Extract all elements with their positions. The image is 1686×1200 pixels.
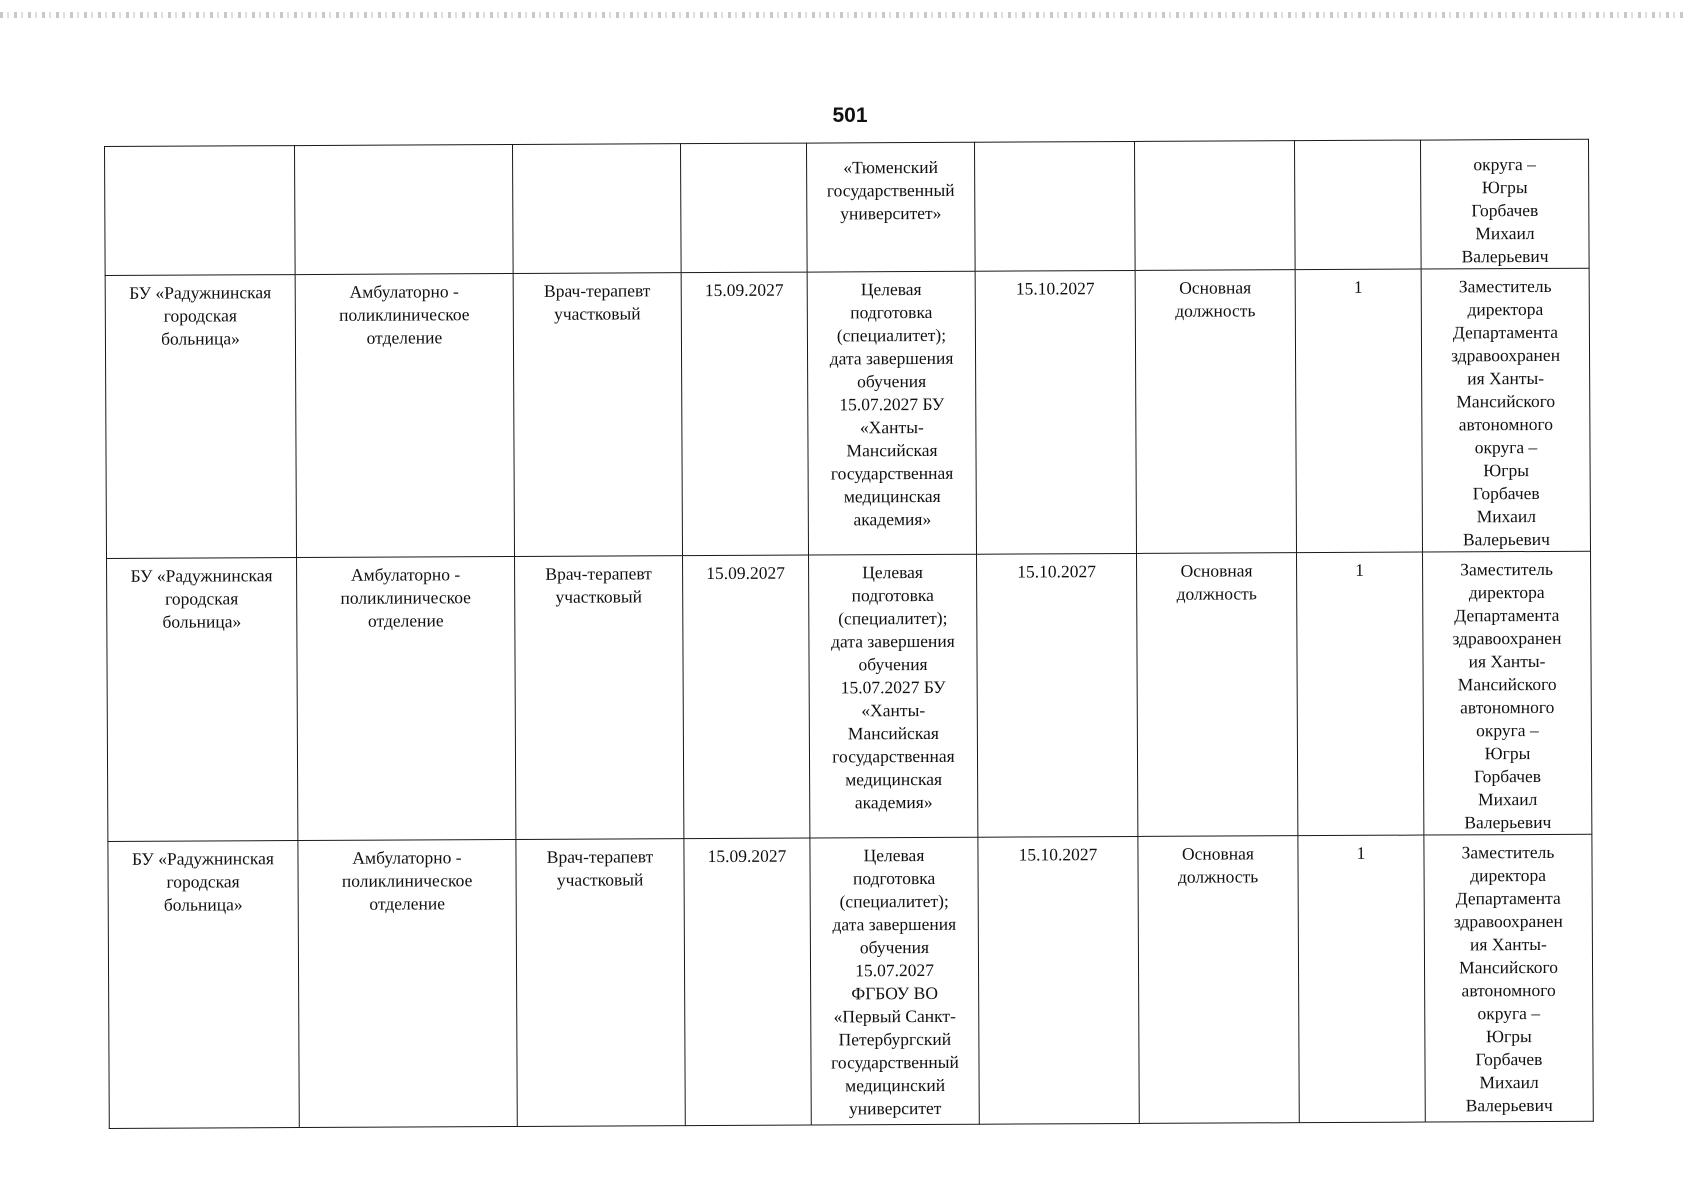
vacancy-table bbox=[104, 139, 1594, 1129]
cell-training: Целевая подготовка (специалитет); дата завершения обучения 15.07.2027 БУ «Ханты- Мансийская государственная медицинская академия» bbox=[809, 554, 978, 838]
cell-job-type: Основная должность bbox=[1137, 553, 1298, 837]
cell-responsible: Заместитель директора Департамента здравоохранен ия Ханты- Мансийского автономного округа – Югры Горбачев Михаил Валерьевич bbox=[1423, 551, 1592, 835]
cell-training: «Тюменский государственный университет» bbox=[806, 142, 975, 272]
cell-institution: БУ «Радужнинская городская больница» bbox=[107, 558, 298, 842]
cell-position: Врач-терапевт участковый bbox=[513, 273, 682, 557]
cell-training: Целевая подготовка (специалитет); дата завершения обучения 15.07.2027 БУ «Ханты- Мансийская государственная медицинская академия» bbox=[807, 271, 976, 555]
cell-start-date bbox=[974, 141, 1135, 271]
cell-institution bbox=[105, 146, 296, 276]
cell-start-date: 15.10.2027 bbox=[978, 836, 1139, 1124]
scan-edge-artifact bbox=[0, 12, 1686, 18]
cell-start-date: 15.10.2027 bbox=[977, 553, 1138, 837]
cell-position: Врач-терапевт участковый bbox=[516, 839, 685, 1127]
cell-training: Целевая подготовка (специалитет); дата завершения обучения 15.07.2027 ФГБОУ ВО «Первый Санкт- Петербургский государственный медицинский университет bbox=[810, 837, 979, 1125]
cell-count bbox=[1294, 140, 1421, 270]
cell-count: 1 bbox=[1298, 835, 1425, 1123]
cell-responsible: округа – Югры Горбачев Михаил Валерьевич bbox=[1420, 139, 1589, 269]
cell-institution: БУ «Радужнинская городская больница» bbox=[108, 841, 299, 1129]
cell-department: Амбулаторно - поликлиническое отделение bbox=[298, 839, 517, 1127]
cell-job-type: Основная должность bbox=[1138, 836, 1299, 1124]
cell-vacancy-date: 15.09.2027 bbox=[683, 555, 810, 839]
table-row bbox=[105, 139, 1590, 275]
cell-job-type: Основная должность bbox=[1135, 270, 1296, 554]
cell-job-type bbox=[1134, 141, 1295, 271]
cell-responsible: Заместитель директора Департамента здравоохранен ия Ханты- Мансийского автономного округа – Югры Горбачев Михаил Валерьевич bbox=[1421, 268, 1590, 552]
cell-institution: БУ «Радужнинская городская больница» bbox=[105, 275, 296, 559]
cell-vacancy-date: 15.09.2027 bbox=[684, 838, 811, 1126]
cell-responsible: Заместитель директора Департамента здравоохранен ия Ханты- Мансийского автономного округа – Югры Горбачев Михаил Валерьевич bbox=[1424, 834, 1593, 1122]
cell-department: Амбулаторно - поликлиническое отделение bbox=[295, 274, 514, 558]
cell-position: Врач-терапевт участковый bbox=[515, 556, 684, 840]
cell-count: 1 bbox=[1295, 269, 1422, 553]
table-row bbox=[105, 268, 1590, 558]
cell-start-date: 15.10.2027 bbox=[975, 270, 1136, 554]
cell-position bbox=[512, 144, 681, 274]
cell-department: Амбулаторно - поликлиническое отделение bbox=[297, 556, 516, 840]
cell-department bbox=[295, 145, 514, 275]
cell-vacancy-date bbox=[680, 143, 807, 273]
table-row bbox=[108, 834, 1593, 1128]
table-row bbox=[107, 551, 1592, 841]
cell-vacancy-date: 15.09.2027 bbox=[681, 272, 808, 556]
page-number: 501 bbox=[832, 104, 868, 127]
cell-count: 1 bbox=[1297, 552, 1424, 836]
